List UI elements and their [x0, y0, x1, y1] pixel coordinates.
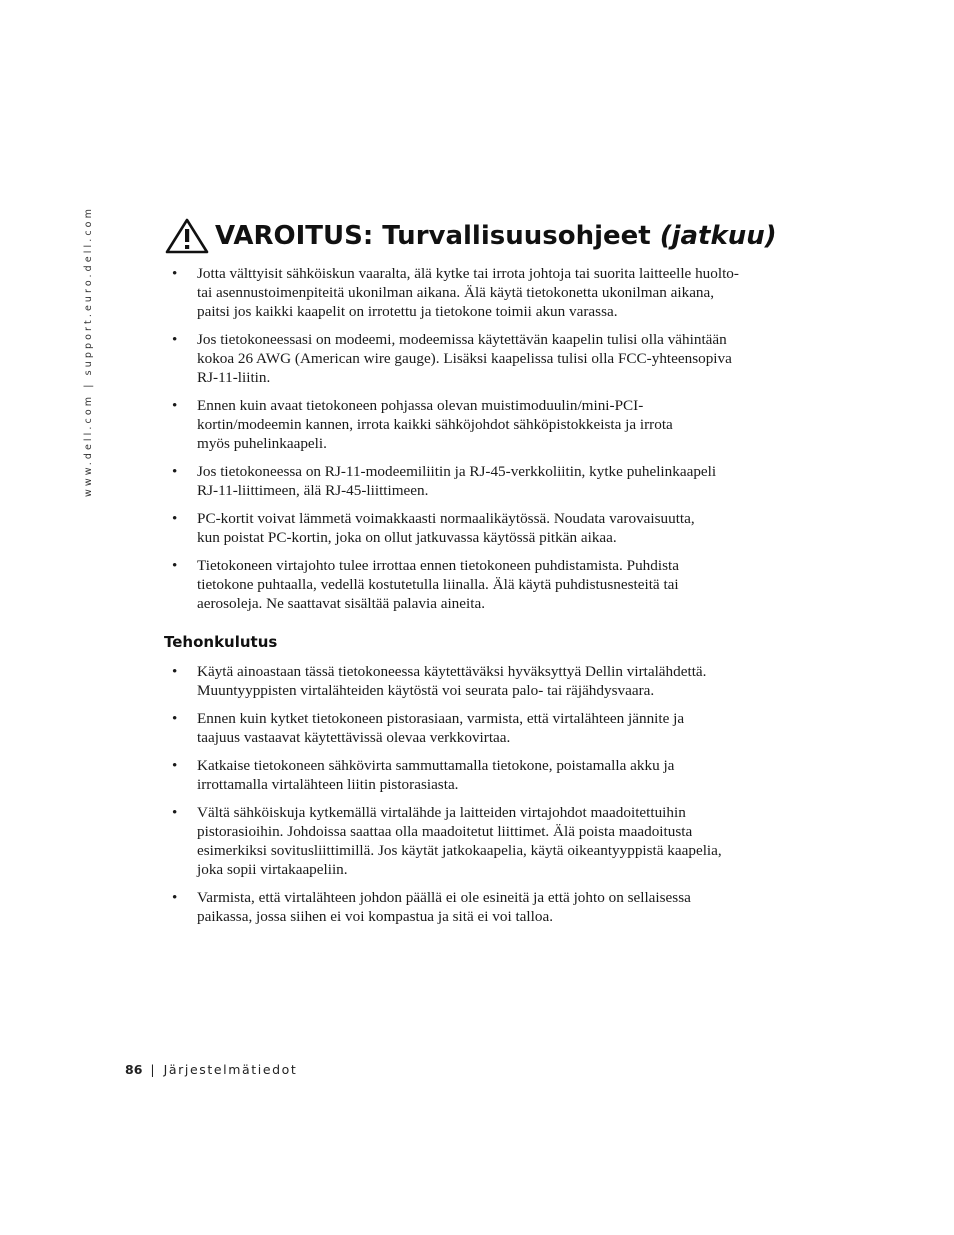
list-item-text: Jotta välttyisit sähköiskun vaaralta, älä kytke tai irrota johtoja tai suorita laitteelle huolto- tai asennustoimenpiteitä ukonilman aikana. Älä käytä tietokonetta ukonilman aikana, paitsi jos kaikki kaapelit on irrotettu ja tietokone toimii akun varassa.	[197, 265, 739, 320]
list-item-text: Ennen kuin avaat tietokoneen pohjassa olevan muistimoduulin/mini-PCI- kortin/modeemin kannen, irrota kaikki sähköjohdot sähköpistokkeista ja irrota myös puhelinkaapeli.	[197, 397, 673, 452]
list-item-text: Jos tietokoneessa on RJ-11-modeemiliitin ja RJ-45-verkkoliitin, kytke puhelinkaapeli RJ-11-liittimeen, älä RJ-45-liittimeen.	[197, 463, 717, 499]
list-item-text: Käytä ainoastaan tässä tietokoneessa käytettäväksi hyväksyttyä Dellin virtalähdettä. Muuntyyppisten virtalähteiden käytöstä voi seurata palo- tai räjähdysvaara.	[197, 663, 707, 699]
bullet: •	[172, 757, 178, 774]
bullet: •	[172, 331, 178, 348]
page-title	[165, 218, 777, 254]
list-item	[168, 709, 788, 747]
list-item	[168, 264, 788, 321]
list-item	[168, 662, 788, 700]
list-item	[168, 888, 788, 926]
page-number: 86	[125, 1062, 143, 1077]
list-item	[168, 396, 788, 453]
title-text: VAROITUS: Turvallisuusohjeet	[215, 221, 651, 251]
list-item	[168, 330, 788, 387]
power-list	[168, 662, 788, 935]
section-heading: Tehonkulutus	[164, 633, 278, 651]
bullet: •	[172, 557, 178, 574]
bullet: •	[172, 397, 178, 414]
list-item-text: Vältä sähköiskuja kytkemällä virtalähde ja laitteiden virtajohdot maadoitettuihin pistorasioihin. Johdoissa saattaa olla maadoitetut liittimet. Älä poista maadoitusta esimerkiksi sovitusliittimillä. Jos käytät jatkokaapelia, käytä oikeantyyppistä kaapelia, joka sopii virtakaapeliin.	[197, 804, 722, 878]
title-continued: (jatkuu)	[659, 221, 777, 251]
list-item-text: Ennen kuin kytket tietokoneen pistorasiaan, varmista, että virtalähteen jännite ja taajuus vastaavat käytettävissä olevaa verkkovirtaa.	[197, 710, 685, 746]
bullet: •	[172, 663, 178, 680]
list-item-text: Tietokoneen virtajohto tulee irrottaa ennen tietokoneen puhdistamista. Puhdista tietokone puhtaalla, vedellä kostutetulla liinalla. Älä käytä puhdistusnesteitä tai aerosoleja. Ne saattavat sisältää palavia aineita.	[197, 557, 679, 612]
bullet: •	[172, 710, 178, 727]
warning-icon	[165, 218, 209, 254]
list-item	[168, 509, 788, 547]
sidebar-url: www.dell.com | support.euro.dell.com	[83, 206, 94, 497]
list-item-text: Varmista, että virtalähteen johdon päällä ei ole esineitä ja että johto on sellaisessa paikassa, jossa siihen ei voi kompastua ja sitä ei voi talloa.	[197, 889, 691, 925]
safety-list	[168, 264, 788, 622]
bullet: •	[172, 510, 178, 527]
bullet: •	[172, 889, 178, 906]
footer-section-name: Järjestelmätiedot	[163, 1062, 298, 1077]
bullet: •	[172, 804, 178, 821]
page-footer	[125, 1062, 297, 1077]
list-item-text: PC-kortit voivat lämmetä voimakkaasti normaalikäytössä. Noudata varovaisuutta, kun poistat PC-kortin, joka on ollut jatkuvassa käytössä pitkän aikaa.	[197, 510, 695, 546]
list-item-text: Katkaise tietokoneen sähkövirta sammuttamalla tietokone, poistamalla akku ja irrottamalla virtalähteen liitin pistorasiasta.	[197, 757, 675, 793]
list-item	[168, 556, 788, 613]
bullet: •	[172, 265, 178, 282]
list-item	[168, 803, 788, 879]
bullet: •	[172, 463, 178, 480]
list-item	[168, 462, 788, 500]
list-item	[168, 756, 788, 794]
list-item-text: Jos tietokoneessasi on modeemi, modeemissa käytettävän kaapelin tulisi olla vähintään kokoa 26 AWG (American wire gauge). Lisäksi kaapelissa tulisi olla FCC-yhteensopiva RJ-11-liitin.	[197, 331, 732, 386]
footer-separator: |	[150, 1062, 155, 1077]
